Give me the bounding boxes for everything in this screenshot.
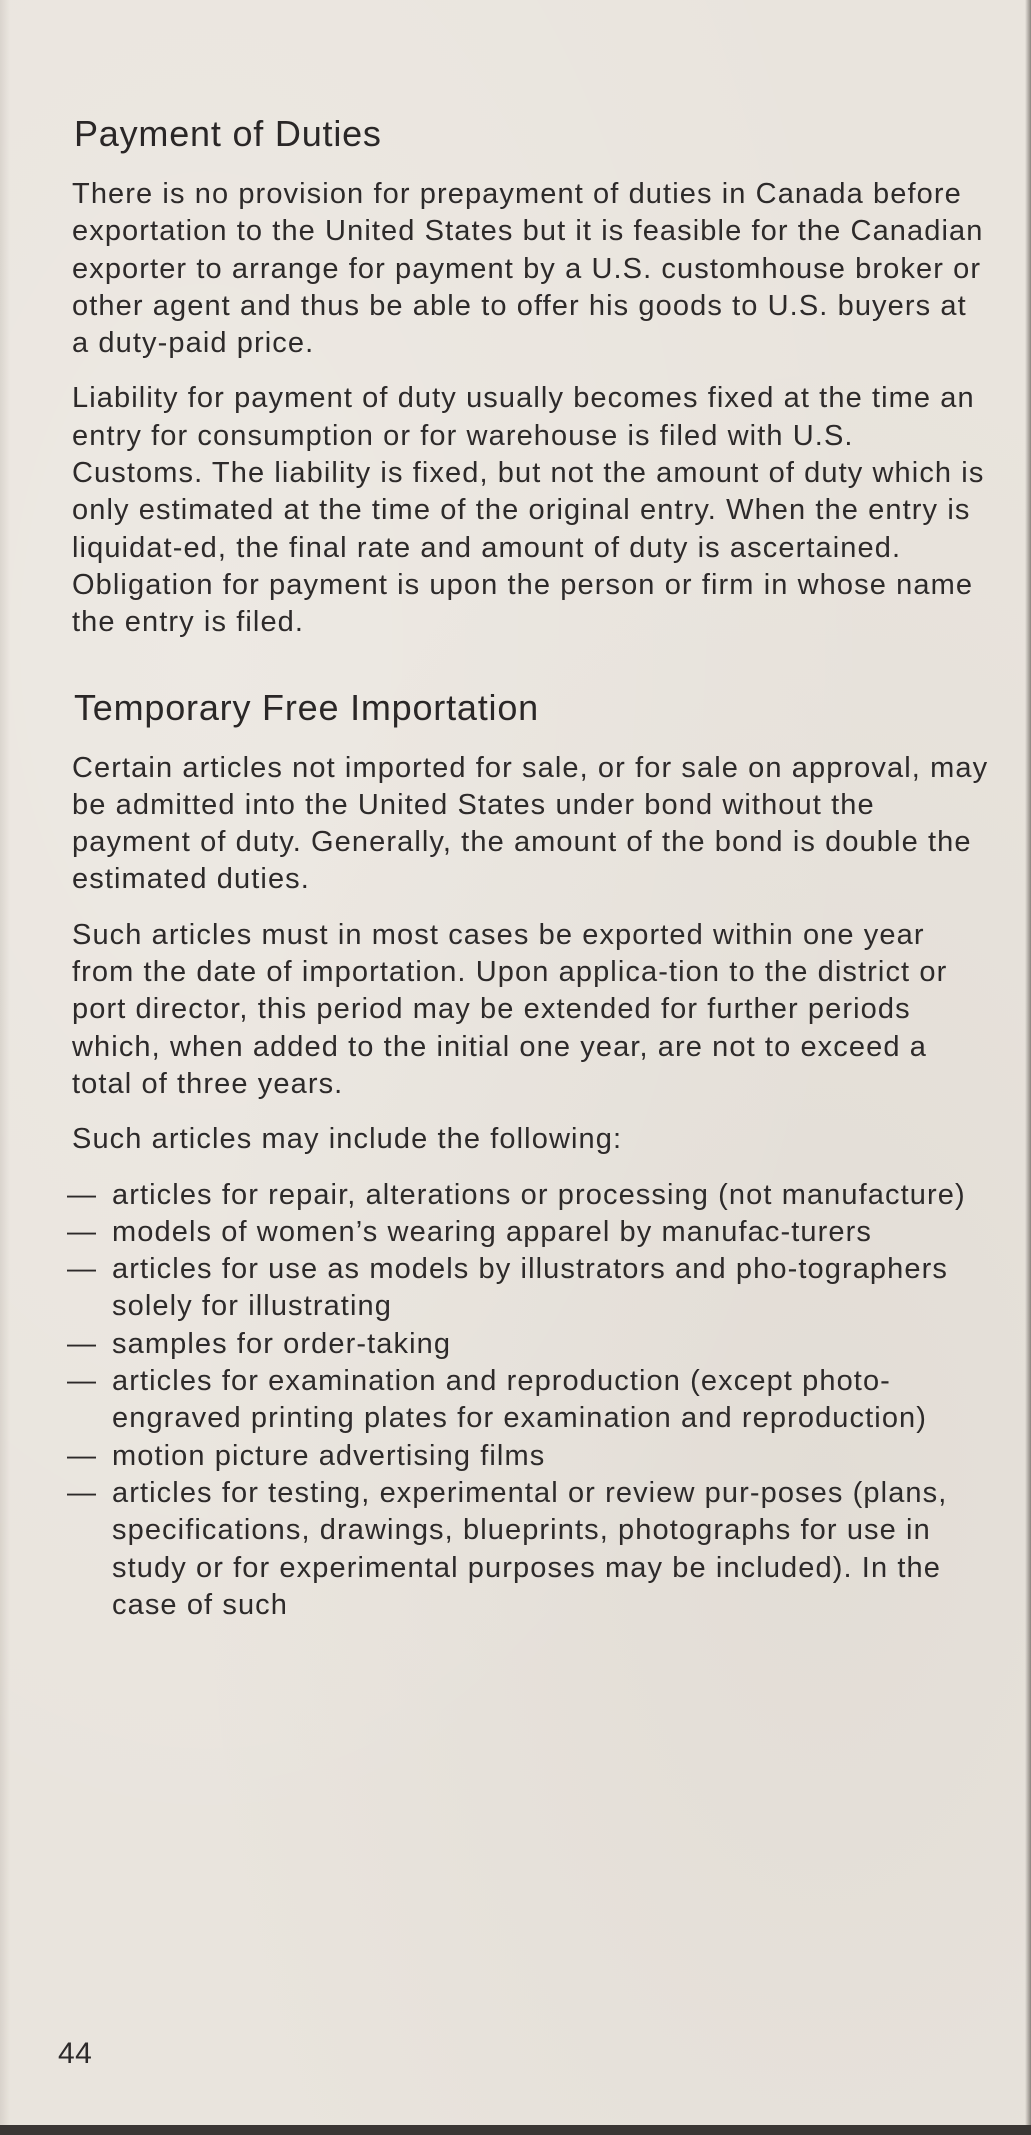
page-content	[67, 112, 992, 1624]
section-heading: Payment of Duties	[74, 113, 382, 154]
dash-marker: —	[67, 1327, 98, 1360]
page-number: 44	[58, 2037, 93, 2070]
list-item-text: articles for repair, alterations or processing (not manufacture)	[112, 1178, 966, 1211]
list-item	[67, 1363, 992, 1438]
list-item	[67, 1251, 992, 1326]
list-item-text: articles for use as models by illustrators and pho-tographers solely for illustrating	[112, 1253, 948, 1323]
section-heading: Temporary Free Importation	[74, 686, 539, 728]
section-temporary-free-importation	[67, 686, 992, 1625]
dash-marker: —	[67, 1365, 98, 1398]
section-payment-of-duties	[72, 112, 992, 642]
paragraph: There is no provision for prepayment of duties in Canada before exportation to the United States but it is feasible for the Canadian exporter to arrange for payment by a U.S. customhouse broker or other agent and thus be able to offer his goods to U.S. buyers at a duty-paid price.	[72, 178, 984, 360]
page-left-edge	[0, 0, 10, 2135]
page-right-edge	[1025, 0, 1031, 2135]
paragraph: Certain articles not imported for sale, or for sale on approval, may be admitted into the United States under bond without the payment of duty. Generally, the amount of the bond is double the estimated duties.	[72, 751, 989, 896]
articles-list	[67, 1177, 992, 1625]
list-item-text: motion picture advertising films	[112, 1439, 546, 1472]
list-item-text: articles for testing, experimental or review pur-poses (plans, specifications, drawings, blueprints, photographs for use in study or for experimental purposes may be included). In the case of such	[112, 1476, 948, 1621]
list-item-text: samples for order-taking	[112, 1327, 452, 1360]
list-item	[67, 1214, 992, 1251]
list-item	[67, 1326, 992, 1363]
list-item-text: articles for examination and reproduction (except photo-engraved printing plates for examination and reproduction)	[112, 1365, 928, 1435]
list-item	[67, 1475, 992, 1624]
paragraph: Liability for payment of duty usually becomes fixed at the time an entry for consumption or for warehouse is filed with U.S. Customs. The liability is fixed, but not the amount of duty which is only estimated at the time of the original entry. When the entry is liquidat-ed, the final rate and amount of duty is ascertained. Obligation for payment is upon the person or firm in whose name the entry is filed.	[72, 382, 985, 639]
list-item	[67, 1438, 992, 1475]
dash-marker: —	[67, 1215, 98, 1248]
dash-marker: —	[67, 1253, 98, 1286]
list-item-text: models of women’s wearing apparel by manufac-turers	[112, 1215, 872, 1248]
dash-marker: —	[67, 1178, 98, 1211]
paragraph: Such articles must in most cases be exported within one year from the date of importation. Upon applica-tion to the district or port director, this period may be extended for further periods which, when added to the initial one year, are not to exceed a total of three years.	[72, 918, 948, 1100]
dash-marker: —	[67, 1476, 98, 1509]
page-bottom-edge	[0, 2125, 1031, 2135]
list-item	[67, 1177, 992, 1214]
paragraph: Such articles may include the following:	[72, 1123, 623, 1156]
dash-marker: —	[67, 1439, 98, 1472]
